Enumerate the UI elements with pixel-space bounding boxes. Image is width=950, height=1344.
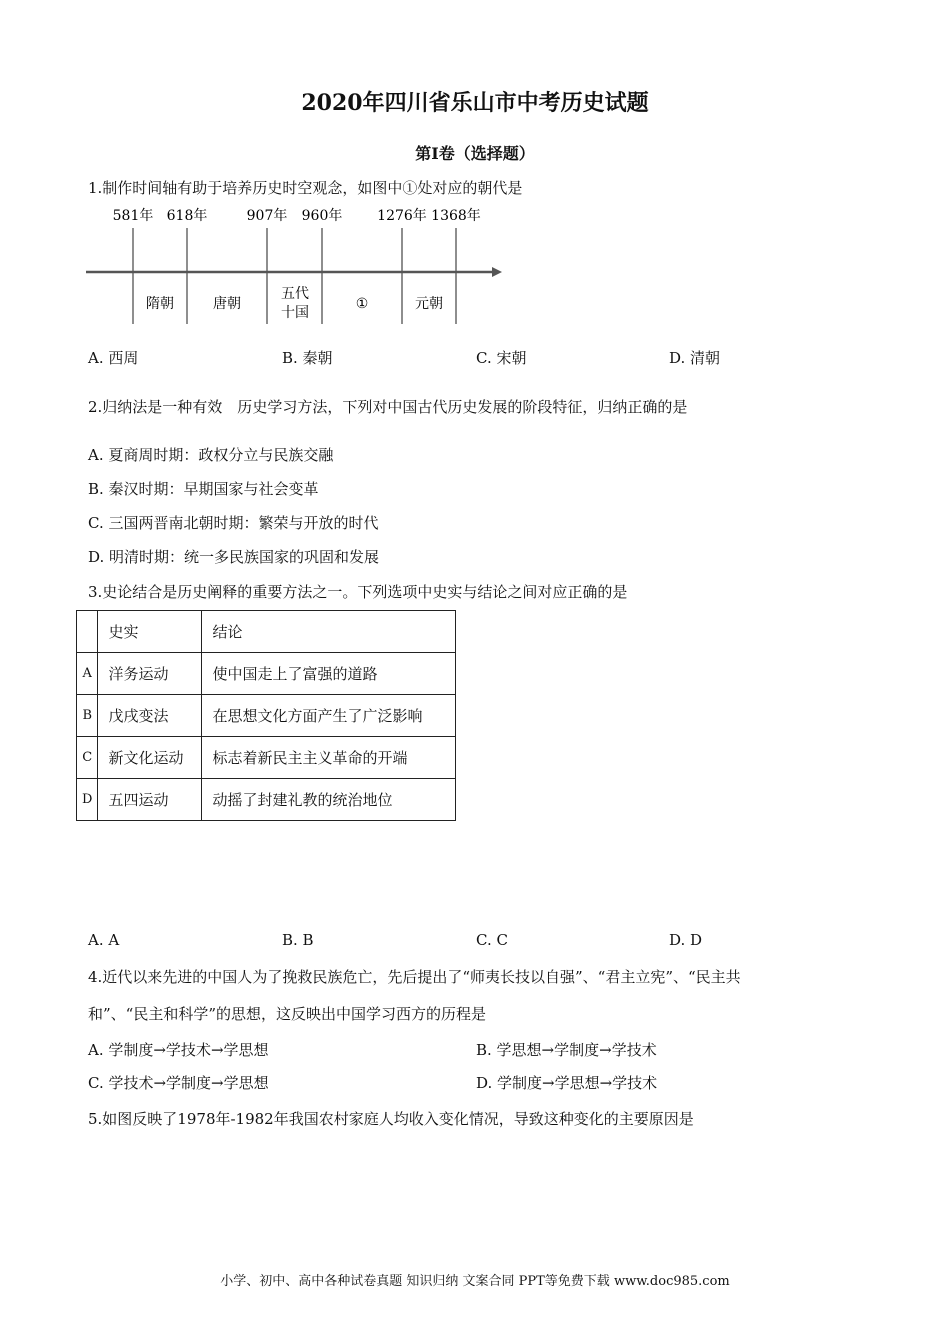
table-header-cell: 结论 — [202, 611, 456, 653]
question-2-stem: 2.归纳法是一种有效 历史学习方法，下列对中国古代历史发展的阶段特征，归纳正确的是 — [88, 398, 688, 416]
timeline-dynasty: 元朝 — [415, 296, 443, 312]
q1-option-c[interactable]: C. 宋朝 — [476, 349, 527, 367]
table-cell-label: D — [77, 779, 98, 821]
table-cell-conclusion: 标志着新民主主义革命的开端 — [202, 737, 456, 779]
q1-option-b[interactable]: B. 秦朝 — [282, 349, 333, 367]
q3-option-a[interactable]: A. A — [88, 931, 120, 949]
table-row — [77, 737, 456, 779]
table-row — [77, 653, 456, 695]
table-row — [77, 695, 456, 737]
arrow-right-icon — [492, 267, 502, 277]
question-4-stem-line1: 4.近代以来先进的中国人为了挽救民族危亡，先后提出了“师夷长技以自强”、“君主立宪”、“民主共 — [88, 968, 741, 986]
q1-option-d[interactable]: D. 清朝 — [669, 349, 721, 367]
timeline-year: 581年 — [112, 208, 154, 224]
question-5-stem: 5.如图反映了1978年-1982年我国农村家庭人均收入变化情况，导致这种变化的主要原因是 — [88, 1110, 694, 1128]
table-cell-label: B — [77, 695, 98, 737]
q2-option-d[interactable]: D. 明清时期：统一多民族国家的巩固和发展 — [88, 548, 380, 566]
table-header-row — [77, 611, 456, 653]
q2-option-b[interactable]: B. 秦汉时期：早期国家与社会变革 — [88, 480, 319, 498]
question-3-stem: 3.史论结合是历史阐释的重要方法之一。下列选项中史实与结论之间对应正确的是 — [88, 583, 628, 601]
question-4-stem-line2: 和”、“民主和科学”的思想，这反映出中国学习西方的历程是 — [88, 1005, 487, 1023]
table-cell-conclusion: 动摇了封建礼教的统治地位 — [202, 779, 456, 821]
timeline-dynasty: 五代 — [281, 286, 309, 302]
q2-option-c[interactable]: C. 三国两晋南北朝时期：繁荣与开放的时代 — [88, 514, 379, 532]
table-cell-label: C — [77, 737, 98, 779]
q4-option-d[interactable]: D. 学制度→学思想→学技术 — [476, 1074, 658, 1092]
table-cell-label: A — [77, 653, 98, 695]
q4-option-a[interactable]: A. 学制度→学技术→学思想 — [88, 1041, 269, 1059]
timeline-dynasty: 十国 — [281, 305, 309, 321]
table-cell-fact: 戊戌变法 — [98, 695, 202, 737]
timeline-year: 960年 — [301, 208, 343, 224]
q3-option-d[interactable]: D. D — [669, 931, 703, 949]
q2-option-a[interactable]: A. 夏商周时期：政权分立与民族交融 — [88, 446, 334, 464]
timeline-year: 907年 — [246, 208, 288, 224]
timeline-dynasty: 隋朝 — [146, 296, 174, 312]
page-footer: 小学、初中、高中各种试卷真题 知识归纳 文案合同 PPT等免费下载 www.doc985.com — [220, 1274, 730, 1289]
timeline-dynasty: 唐朝 — [213, 296, 241, 312]
timeline-figure — [80, 200, 510, 332]
page-title: 2020年四川省乐山市中考历史试题 — [301, 90, 649, 116]
q3-option-c[interactable]: C. C — [476, 931, 508, 949]
table-cell-fact: 五四运动 — [98, 779, 202, 821]
timeline-year: 618年 — [166, 208, 208, 224]
table-row — [77, 779, 456, 821]
q1-option-a[interactable]: A. 西周 — [88, 349, 139, 367]
timeline-year: 1368年 — [431, 208, 481, 224]
table-cell-fact: 洋务运动 — [98, 653, 202, 695]
table-cell-conclusion: 在思想文化方面产生了广泛影响 — [202, 695, 456, 737]
section-heading: 第Ⅰ卷（选择题） — [415, 144, 535, 163]
q4-option-c[interactable]: C. 学技术→学制度→学思想 — [88, 1074, 269, 1092]
table-header-cell: 史实 — [98, 611, 202, 653]
table-header-cell — [77, 611, 98, 653]
question-1-stem: 1.制作时间轴有助于培养历史时空观念，如图中①处对应的朝代是 — [88, 179, 523, 197]
q3-option-b[interactable]: B. B — [282, 931, 314, 949]
timeline-blank-marker: ① — [355, 296, 369, 312]
q4-option-b[interactable]: B. 学思想→学制度→学技术 — [476, 1041, 657, 1059]
table-cell-conclusion: 使中国走上了富强的道路 — [202, 653, 456, 695]
facts-table — [76, 610, 456, 821]
table-cell-fact: 新文化运动 — [98, 737, 202, 779]
timeline-year: 1276年 — [377, 208, 427, 224]
